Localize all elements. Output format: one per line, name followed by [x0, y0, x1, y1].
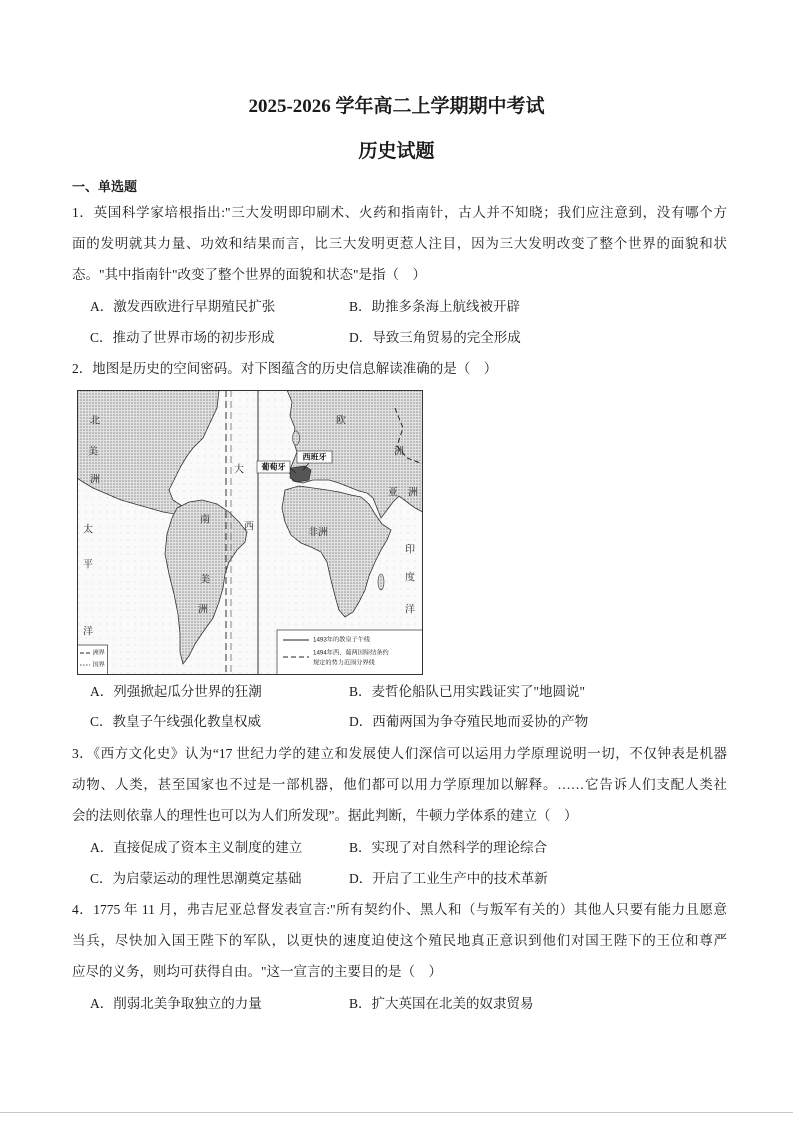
q2-option-b: B．麦哲伦船队已用实践证实了"地圆说" — [349, 684, 586, 699]
label-south-america-2: 美 — [200, 574, 210, 586]
q4-stem-line-2: 当兵，尽快加入国王陛下的军队，以更快的速度迫使这个殖民地真正意识到他们对国王陛下的王位和尊严 — [72, 933, 727, 948]
label-indian-ocean-3: 洋 — [405, 604, 415, 616]
q3-stem-line-3: 会的法则依靠人的理性也可以为人们所发现”。据此判断，牛顿力学体系的建立（ ） — [72, 808, 578, 823]
label-pacific-2: 平 — [83, 559, 93, 571]
label-north-america-1: 北 — [90, 415, 100, 427]
label-north-america-2: 美 — [88, 446, 98, 458]
label-atlantic-1: 大 — [234, 464, 244, 476]
label-indian-ocean-1: 印 — [405, 544, 415, 556]
legend-1494-text-2: 规定的势力范围分界线 — [313, 659, 375, 667]
q3-stem-line-1: 3．《西方文化史》认为“17 世纪力学的建立和发展使人们深信可以运用力学原理说明一切，不仅钟表是机器 — [72, 746, 727, 761]
q1-stem-line-3: 态。"其中指南针"改变了整个世界的面貌和状态"是指（ ） — [72, 267, 427, 282]
section-heading: 一、单选题 — [72, 179, 138, 194]
historical-map — [77, 390, 423, 675]
exam-title: 2025-2026 学年高二上学期期中考试 — [248, 96, 545, 117]
label-portugal: 葡萄牙 — [261, 462, 286, 472]
label-asia-2: 洲 — [408, 487, 418, 499]
q4-option-b: B．扩大英国在北美的奴隶贸易 — [349, 996, 534, 1011]
label-pacific-1: 太 — [83, 524, 93, 536]
q2-stem-line-1: 2．地图是历史的空间密码。对下图蕴含的历史信息解读准确的是（ ） — [72, 361, 498, 376]
q3-option-d: D．开启了工业生产中的技术革新 — [349, 871, 548, 886]
q1-option-d: D．导致三角贸易的完全形成 — [349, 330, 521, 345]
q1-option-c: C．推动了世界市场的初步形成 — [90, 330, 275, 345]
q1-option-a: A．激发西欧进行早期殖民扩张 — [90, 299, 276, 314]
label-south-america-1: 南 — [200, 514, 210, 526]
label-europe-1: 欧 — [336, 415, 346, 427]
exam-subtitle: 历史试题 — [358, 141, 435, 162]
q4-stem-line-3: 应尽的义务，则均可获得自由。"这一宣言的主要目的是（ ） — [72, 964, 443, 979]
q1-stem-line-2: 面的发明就其力量、功效和结果而言，比三大发明更惹人注目，因为三大发明改变了整个世界的面貌和状 — [72, 236, 727, 251]
q4-stem-line-1: 4．1775 年 11 月，弗吉尼亚总督发表宣言:"所有契约仆、黑人和（与叛军有关的）其他人只要有能力且愿意 — [72, 902, 727, 917]
legend-1494-text-1: 1494年西、葡两国缔结条约 — [313, 649, 389, 657]
label-north-america-3: 洲 — [90, 474, 100, 486]
legend-continent-border: 洲界 — [92, 649, 105, 657]
madagascar-island — [378, 574, 384, 590]
label-europe-2: 洲 — [394, 446, 404, 458]
label-spain: 西班牙 — [302, 452, 327, 462]
label-indian-ocean-2: 度 — [405, 572, 415, 584]
q3-option-a: A．直接促成了资本主义制度的建立 — [90, 840, 303, 855]
britain-island — [293, 431, 300, 445]
q1-option-b: B．助推多条海上航线被开辟 — [349, 299, 521, 314]
label-atlantic-2: 西 — [244, 521, 254, 533]
label-pacific-3: 洋 — [83, 626, 93, 638]
iberia-highlight — [290, 466, 311, 482]
q2-option-d: D．西葡两国为争夺殖民地而妥协的产物 — [349, 714, 589, 729]
page-bottom-rule — [0, 1112, 793, 1113]
label-africa: 非洲 — [308, 527, 328, 539]
q3-stem-line-2: 动物、人类，甚至国家也不过是一部机器，他们都可以用力学原理加以解释。……它告诉人们支配人类社 — [72, 777, 727, 792]
label-asia-1: 亚 — [388, 487, 398, 499]
label-south-america-3: 洲 — [198, 604, 208, 616]
q3-option-b: B．实现了对自然科学的理论综合 — [349, 840, 548, 855]
legend-1493-text: 1493年的教皇子午线 — [313, 636, 371, 644]
legend-country-border: 国界 — [92, 661, 105, 669]
q1-stem-line-1: 1．英国科学家培根指出:"三大发明即印刷术、火药和指南针，古人并不知晓；我们应注意到，没有哪个方 — [72, 205, 727, 220]
q4-option-a: A．削弱北美争取独立的力量 — [90, 996, 262, 1011]
q2-option-a: A．列强掀起瓜分世界的狂潮 — [90, 684, 262, 699]
q3-option-c: C．为启蒙运动的理性思潮奠定基础 — [90, 871, 302, 886]
q2-option-c: C．教皇子午线强化教皇权威 — [90, 714, 262, 729]
